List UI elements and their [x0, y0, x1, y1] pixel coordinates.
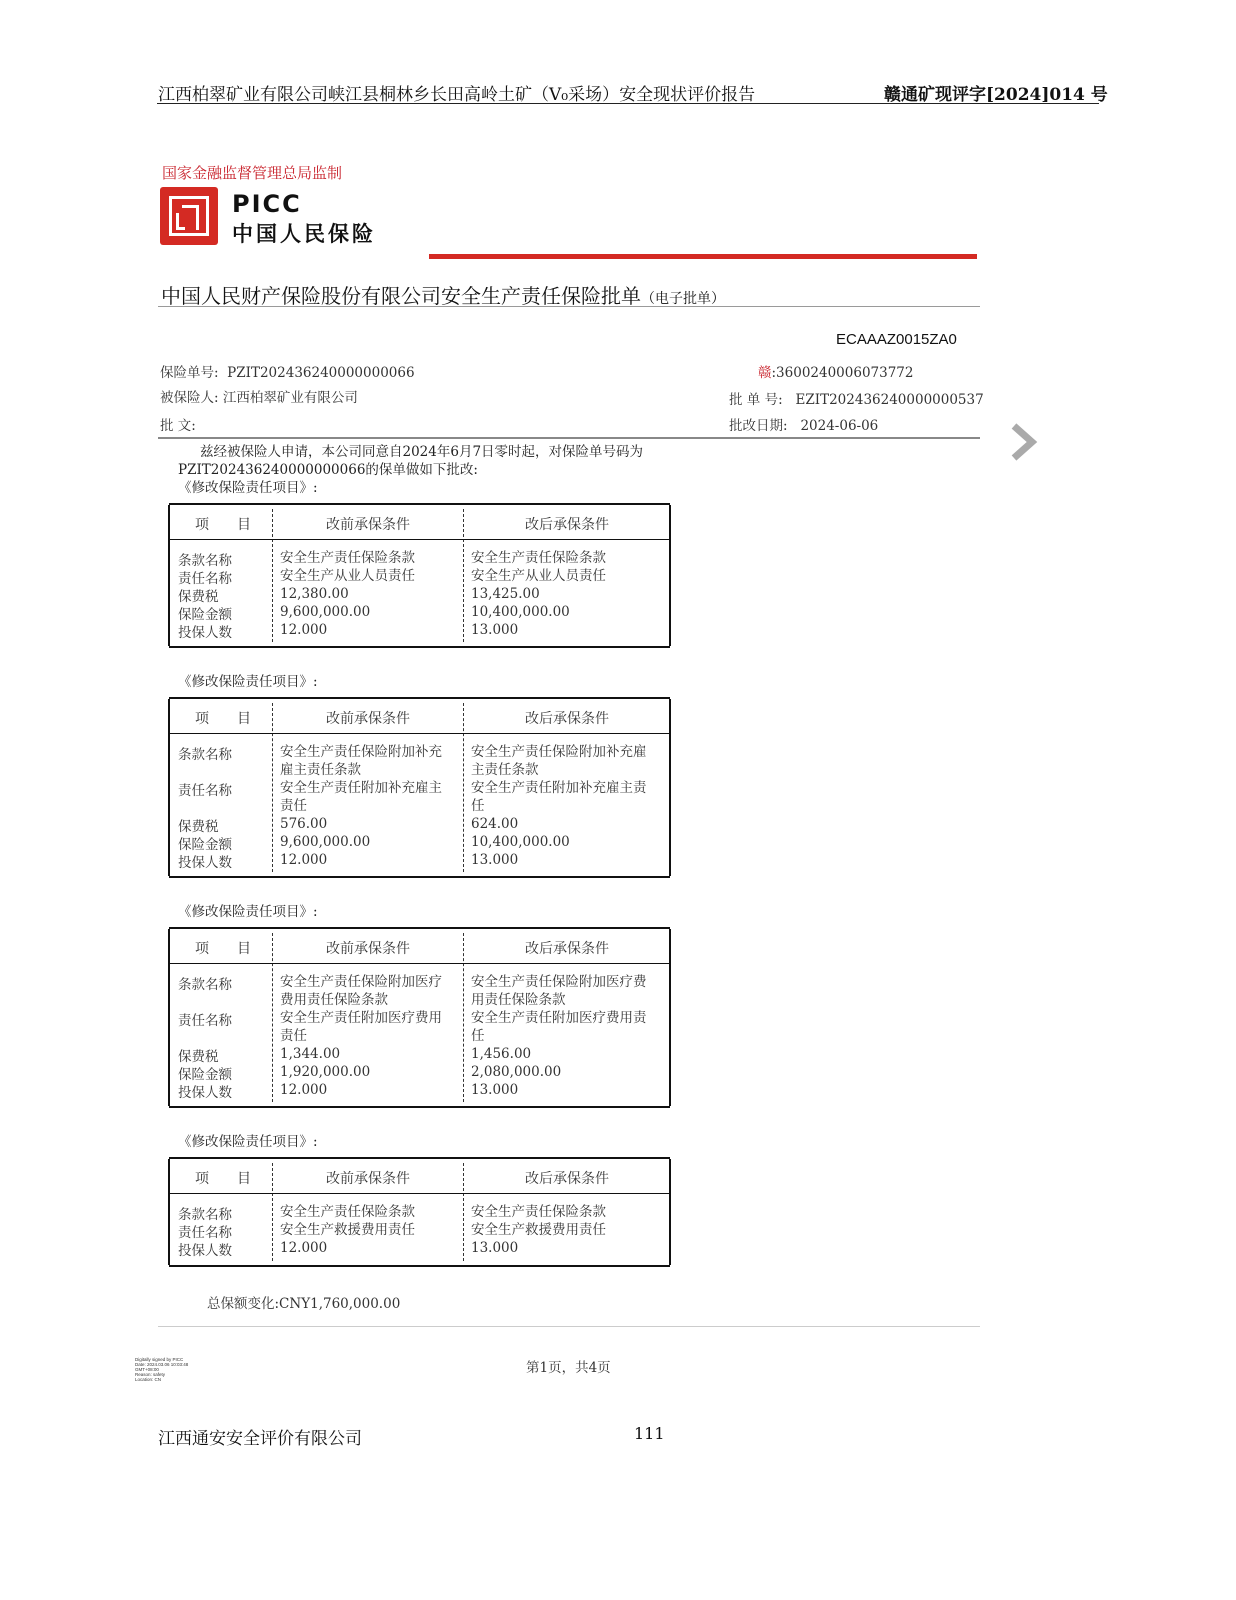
endorsement-table-2: 项 目 改前承保条件 改后承保条件 条款名称 安全生产责任保险附加补充 雇主责任条款 安全生产责任保险附加补充雇 主责任条款 责任名称 安全生产责任附加补充雇主 责任 安全生产责任附加补充雇主责 任 保费税 576.00 624.00 保险金额 9,600,000.00 10,400,000.00 投保人数 12.000 13.000	[169, 697, 670, 878]
footer-company: 江西通安安全评价有限公司	[158, 1429, 362, 1448]
title-divider	[158, 306, 980, 307]
endorsement-text-label: 批 文:	[160, 418, 196, 434]
policy-number: 保险单号: PZIT202436240000000066	[160, 365, 415, 381]
header-divider	[157, 103, 1099, 104]
meta-divider	[158, 437, 980, 439]
header-before: 改前承保条件	[326, 1171, 410, 1187]
insured-name: 被保险人: 江西柏翠矿业有限公司	[160, 390, 358, 406]
header-item: 项 目	[195, 517, 251, 533]
header-item: 项 目	[195, 711, 251, 727]
chevron-right-icon[interactable]	[1006, 422, 1042, 462]
total-change: 总保额变化:CNY1,760,000.00	[207, 1296, 401, 1312]
header-before: 改前承保条件	[326, 941, 410, 957]
header-after: 改后承保条件	[525, 1171, 609, 1187]
tax-icon: 赣	[758, 365, 772, 381]
intro-line-2: PZIT202436240000000066的保单做如下批改:	[178, 462, 478, 478]
section-label-2: 《修改保险责任项目》:	[178, 674, 318, 690]
brand-name-en: PICC	[232, 190, 302, 218]
endorsement-number: 批 单 号: EZIT202436240000000537	[729, 392, 984, 408]
endorsement-table-4: 项 目 改前承保条件 改后承保条件 条款名称 安全生产责任保险条款 安全生产责任保险条款 责任名称 安全生产救援费用责任 安全生产救援费用责任 投保人数 12.000 13.000	[169, 1157, 670, 1267]
brand-name-cn: 中国人民保险	[232, 222, 376, 246]
tax-number: 赣:3600240006073772	[758, 365, 914, 381]
section-label-3: 《修改保险责任项目》:	[178, 904, 318, 920]
header-item: 项 目	[195, 1171, 251, 1187]
footer-divider	[158, 1326, 980, 1327]
endorsement-date: 批改日期: 2024-06-06	[729, 418, 879, 434]
intro-line-1: 兹经被保险人申请，本公司同意自2024年6月7日零时起，对保险单号码为	[200, 444, 644, 460]
header-item: 项 目	[195, 941, 251, 957]
section-label-1: 《修改保险责任项目》:	[178, 480, 318, 496]
document-title-suffix: （电子批单）	[641, 291, 725, 307]
endorsement-table-1: 项 目 改前承保条件 改后承保条件 条款名称 安全生产责任保险条款 安全生产责任保险条款 责任名称 安全生产从业人员责任 安全生产从业人员责任 保费税 12,380.00 13,425.00 保险金额 9,600,000.00 10,400,000.00 投保人数 12.000 13.000	[169, 503, 670, 648]
document-code: ECAAAZ0015ZA0	[836, 331, 957, 348]
footer-page-number: 111	[634, 1424, 665, 1443]
header-after: 改后承保条件	[525, 711, 609, 727]
header-before: 改前承保条件	[326, 517, 410, 533]
regulator-text: 国家金融监督管理总局监制	[162, 164, 343, 182]
header-after: 改后承保条件	[525, 941, 609, 957]
report-title: 江西柏翠矿业有限公司峡江县桐林乡长田高岭土矿（V₀采场）安全现状评价报告	[158, 85, 756, 105]
header-before: 改前承保条件	[326, 711, 410, 727]
section-label-4: 《修改保险责任项目》:	[178, 1134, 318, 1150]
digital-signature: Digitally signed by PICC Date: 2024.03.06 10:03:48 GMT+08:00 Reason: safety Location: CN	[135, 1357, 189, 1382]
document-title: 中国人民财产保险股份有限公司安全生产责任保险批单（电子批单）	[161, 284, 725, 308]
endorsement-table-3: 项 目 改前承保条件 改后承保条件 条款名称 安全生产责任保险附加医疗 费用责任保险条款 安全生产责任保险附加医疗费 用责任保险条款 责任名称 安全生产责任附加医疗费用 责任 安全生产责任附加医疗费用责 任 保费税 1,344.00 1,456.00 保险金额 1,920,000.00 2,080,000.00 投保人数 12.000 13.000	[169, 927, 670, 1108]
picc-logo-icon	[160, 187, 218, 245]
report-number: 赣通矿现评字[2024]014 号	[884, 85, 1108, 105]
page-indicator: 第1页，共4页	[526, 1360, 611, 1376]
brand-bar	[429, 254, 977, 259]
header-after: 改后承保条件	[525, 517, 609, 533]
